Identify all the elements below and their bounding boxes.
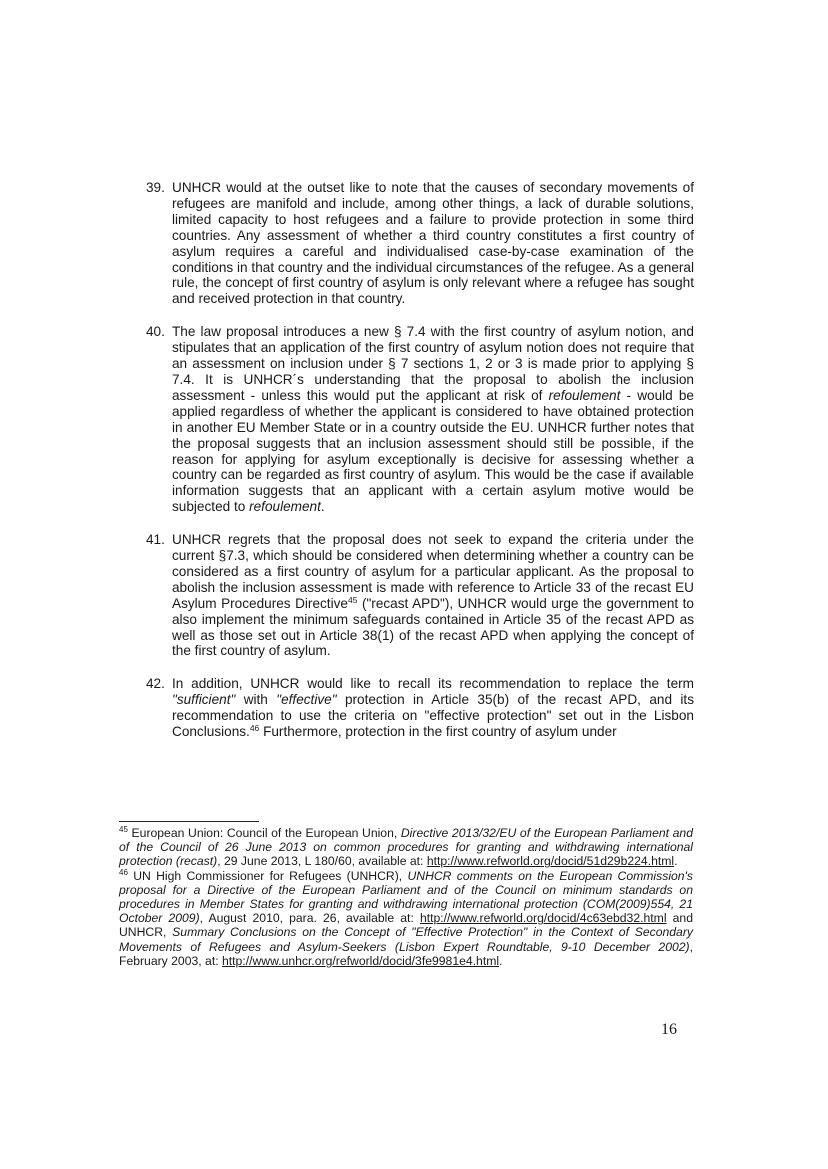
paragraph-text: The law proposal introduces a new § 7.4 with the first country of asylum notion, and stipulates that an application of the first country of asylum notion does not require that an assessment on inclusion under § 7 sections 1, 2 or 3 is made prior to applying § 7.4. It is UNHCR´s understanding that the proposal to abolish the inclusion assessment - unless this would put the applicant at risk of [172,324,694,403]
page-number: 16 [661,1021,677,1038]
footnote-text: . [499,953,503,968]
footnote-text: , August 2010, para. 26, available at: [199,911,420,926]
footnote-reference: 46 [249,723,260,734]
footnote-title: UNHCR comments on the European Commission's proposal for a Directive of the European Parliament and of the Council on minimum standards on procedures in Member States for granting and withdrawing international protection (COM(2009)554, 21 October 2009) [119,868,694,926]
paragraph-text: Furthermore, protection in the first country of asylum under [259,724,617,740]
footnote-text: , 29 June 2013, L 180/60, available at: [217,854,427,869]
paragraph-text: - would be applied regardless of whether the applicant is considered to have obtained protection in another EU Member State or in a country outside the EU. UNHCR further notes that the proposal suggests that an inclusion assessment should still be possible, if the reason for applying for asylum exceptionally is decisive for assessing whether a country can be regarded as first country of asylum. This would be the case if available information suggests that an applicant with a certain asylum motive would be subjected to [172,387,694,515]
footnote-separator [119,821,259,822]
footnote-text: UN High Commissioner for Refugees (UNHCR), [127,868,408,883]
paragraph-number: 42. [146,676,165,692]
footnotes [119,826,693,968]
paragraph-text: ("recast APD"), UNHCR would urge the government to also implement the minimum safeguards contained in Article 35 of the recast APD as well as those set out in Article 38(1) of the recast APD when applying the concept of the first country of asylum. [172,595,694,659]
body-paragraphs [146,180,694,757]
footnote-46 [119,869,693,968]
footnote-link[interactable]: http://www.refworld.org/docid/4c63ebd32.html [419,911,667,926]
paragraph-text: UNHCR regrets that the proposal does not seek to expand the criteria under the current §7.3, which should be considered when determining whether a country can be considered as a first country of asylum for a particular applicant. As the proposal to abolish the inclusion assessment is made with reference to Article 33 of the recast EU Asylum Procedures Directive [172,532,694,611]
footnote-title: Directive 2013/32/EU of the European Parliament and of the Council of 26 June 2013 on common procedures for granting and withdrawing international protection (recast) [119,826,693,869]
footnote-text: , February 2003, at: [119,939,693,968]
footnote-number: 46 [119,867,128,877]
emphasis-term: refoulement [548,387,621,403]
paragraph-number: 41. [146,532,165,548]
paragraph-39 [146,180,694,307]
paragraph-text: . [320,499,325,515]
paragraph-text: with [235,692,277,708]
paragraph-text: In addition, UNHCR would like to recall its recommendation to replace the term [172,676,694,692]
paragraph-text: UNHCR would at the outset like to note that the causes of secondary movements of refugees are manifold and include, among other things, a lack of durable solutions, limited capacity to host refugees and a failure to provide protection in some third countries. Any assessment of whether a third country constitutes a first country of asylum requires a careful and individualised case-by-case examination of the conditions in that country and the individual circumstances of the refugee. As a general rule, the concept of first country of asylum is only relevant where a refugee has sought and received protection in that country. [172,180,694,307]
footnote-text: . [674,854,678,869]
footnote-45 [119,826,693,869]
paragraph-42 [146,676,694,740]
footnote-link[interactable]: http://www.refworld.org/docid/51d29b224.html [426,854,675,869]
emphasis-term: "sufficient" [172,692,236,708]
footnote-reference: 45 [347,594,358,605]
footnote-link[interactable]: http://www.unhcr.org/refworld/docid/3fe9981e4.html [221,953,500,968]
footnote-number: 45 [119,825,128,834]
emphasis-term: refoulement [249,499,321,515]
paragraph-number: 40. [146,324,165,340]
paragraph-number: 39. [146,180,165,195]
paragraph-text: protection in Article 35(b) of the recast APD, and its recommendation to use the criteria on "effective protection" set out in the Lisbon Conclusions. [172,692,694,740]
footnote-title: Summary Conclusions on the Concept of "Effective Protection" in the Context of Secondary Movements of Refugees and Asylum-Seekers (Lisbon Expert Roundtable, 9-10 December 2002) [119,925,693,954]
footnote-text: and UNHCR, [119,911,693,940]
paragraph-41 [146,532,694,659]
footnote-text: European Union: Council of the European Union, [127,826,401,840]
emphasis-term: "effective" [276,692,337,708]
paragraph-40 [146,324,694,515]
